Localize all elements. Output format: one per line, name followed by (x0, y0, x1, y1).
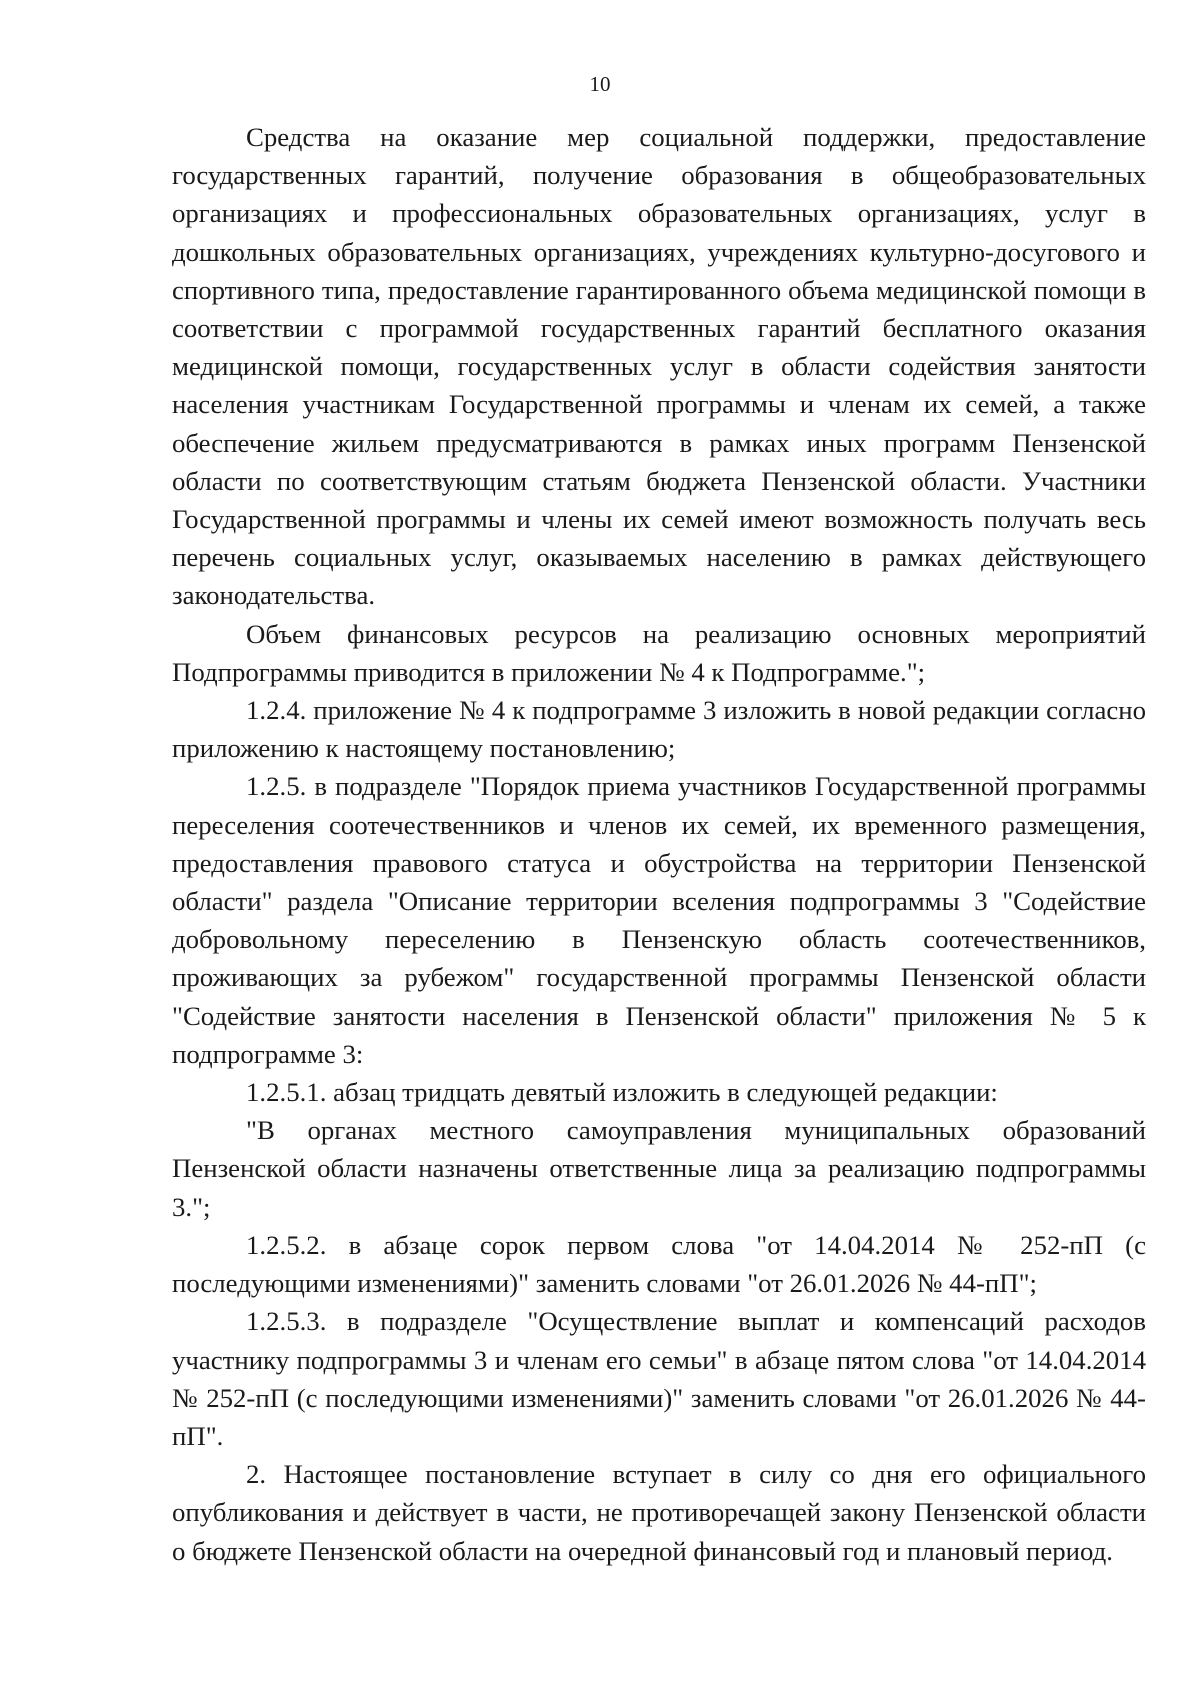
paragraph-1-2-4: 1.2.4. приложение № 4 к подпрограмме 3 изложить в новой редакции согласно приложению к настоящему постановлению; (172, 695, 1146, 764)
paragraph-1-2-5: 1.2.5. в подразделе "Порядок приема участников Государственной программы переселения соотечественников и членов их семей, их временного размещения, предоставления правового статуса и обустройства на территории Пензенской области" раздела "Описание территории вселения подпрограммы 3 "Содействие добровольному переселению в Пензенскую область соотечественников, проживающих за рубежом" государственной программы Пензенской области "Содействие занятости населения в Пензенской области" приложения № 5 к подпрограмме 3: (172, 771, 1146, 1069)
document-body (172, 118, 1146, 1570)
paragraph-social-support-funds: Средства на оказание мер социальной поддержки, предоставление государственных гарантий, получение образования в общеобразовательных организациях и профессиональных образовательных организациях, услуг в дошкольных образовательных организациях, учреждениях культурно-досугового и спортивного типа, предоставление гарантированного объема медицинской помощи в соответствии с программой государственных гарантий бесплатного оказания медицинской помощи, государственных услуг в области содействия занятости населения участникам Государственной программы и членам их семей, а также обеспечение жильем предусматриваются в рамках иных программ Пензенской области по соответствующим статьям бюджета Пензенской области. Участники Государственной программы и члены их семей имеют возможность получать весь перечень социальных услуг, оказываемых населению в рамках действующего законодательства. (172, 122, 1146, 611)
paragraph-quoted-new-wording: "В органах местного самоуправления муниципальных образований Пензенской области назначены ответственные лица за реализацию подпрограммы 3."; (172, 1115, 1146, 1222)
paragraph-2-effective-date: 2. Настоящее постановление вступает в силу со дня его официального опубликования и действует в части, не противоречащей закону Пензенской области о бюджете Пензенской области на очередной финансовый год и плановый период. (172, 1459, 1146, 1566)
paragraph-1-2-5-3: 1.2.5.3. в подразделе "Осуществление выплат и компенсаций расходов участнику подпрограммы 3 и членам его семьи" в абзаце пятом слова "от 14.04.2014 № 252-пП (с последующими изменениями)" заменить словами "от 26.01.2026 № 44-пП". (172, 1306, 1146, 1451)
paragraph-1-2-5-2: 1.2.5.2. в абзаце сорок первом слова "от 14.04.2014 № 252-пП (с последующими изменениями)" заменить словами "от 26.01.2026 № 44-пП"; (172, 1229, 1146, 1299)
page-number: 10 (589, 72, 611, 96)
paragraph-1-2-5-1: 1.2.5.1. абзац тридцать девятый изложить в следующей редакции: (246, 1077, 998, 1108)
paragraph-financial-resources: Объем финансовых ресурсов на реализацию основных мероприятий Подпрограммы приводится в приложении № 4 к Подпрограмме."; (172, 618, 1146, 687)
